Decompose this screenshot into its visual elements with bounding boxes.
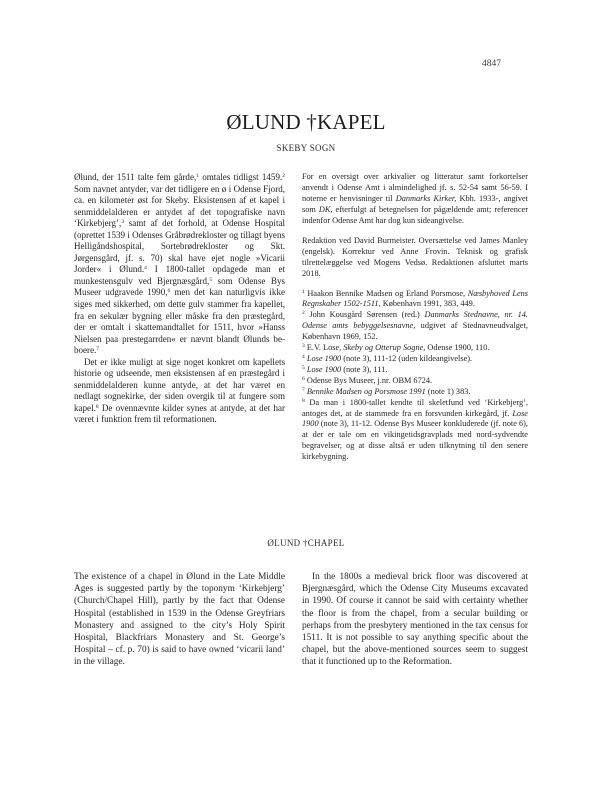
parish-subtitle: SKEBY SOGN bbox=[276, 143, 336, 153]
footnote-number: 5 bbox=[302, 364, 305, 371]
editorial-credits: Redaktion ved David Burmeister. Oversættelse ved James Manley (engelsk). Korrektur ved Anne Frovin. Teknisk og grafisk tilrettelæggelse ved Mogens Vedsø. Redaktionen afsluttet marts 2018. bbox=[302, 235, 528, 278]
footnote-item: $^8$ Da man i 1800-tallet kendte til skeletfund ved ‘Kirkebjerg’, antoges det, at de stammede fra en forsvunden kirkegård, jf. Lose 1900 (note 3), 11-12. Odense Bys Museer konkluderede (jf. note 6), at der er tale om en vikingetidsgravplads med nord-sydvendte begravelser, og at disse altså er uden tilknytning til den senere kirkebygning. bbox=[302, 397, 528, 462]
footnotes-list bbox=[302, 289, 528, 464]
italic-text: Bennike Madsen og Porsmose 1991 bbox=[306, 386, 426, 396]
footnote-number: 4 bbox=[302, 354, 305, 361]
danish-body-column bbox=[74, 172, 285, 426]
footnote-ref: 3 bbox=[121, 219, 125, 226]
footnote-number: 2 bbox=[302, 310, 305, 317]
page-number: 4847 bbox=[482, 59, 501, 69]
footnote-item: $^5$ Lose 1900 (note 3), 111. bbox=[302, 364, 388, 374]
danish-paragraph: Ølund, der 1511 talte fem gårde,$^1$ omtales tidligst 1459.$^2$ Som navnet antyder, var det tidligere en ø i Odense Fjord, ca. en kilometer øst for Skeby. Eksistensen af et kapel i senmiddelalderen er antydet af det topografiske navn ‘Kirkebjerg’,$^3$ samt af det forhold, at Odense Hospital (oprettet 1539 i Odenses Gråbrødrekloster og tillagt byens Helligåndshospital, Sortebrødrekloster og Skt. Jørgensgård, jf. s. 70) skal have ejet nogle »Vicarii Jorder« i Ølund.$^4$ I 1800-tallet opdagede man et munkestensgulv ved Bjergnæsgård,$^5$ som Odense Bys Museer udgravede 1990,$^6$ men det kan naturligvis ikke siges med sikkerhed, om dette gulv stammer fra kapellet, fra en sekulær bygning eller måske fra den præstegård, der er omtalt i skattemandtallet for 1511, hvor »Hanss Nielsen paa prestegarrden« er nævnt blandt Ølunds beboere.$^7$ bbox=[74, 172, 285, 356]
footnote-item: $^6$ Odense Bys Museer, j.nr. OBM 6724. bbox=[302, 375, 433, 385]
editorial-column bbox=[302, 172, 528, 463]
english-section-title: ØLUND †CHAPEL bbox=[267, 538, 345, 548]
danish-paragraph: Det er ikke muligt at sige noget konkret om kapellets historie og udseende, men eksistensen af en præstegård i senmiddelalderen kunne antyde, at det har været en nedlagt sognekirke, der siden overgik til at fungere som kapel.$^8$ De ovennævnte kilder synes at antyde, at det har været i funktion frem til reformationen. bbox=[74, 356, 285, 425]
italic-text: Danmarks Stednavne, nr. 14. Odense amts bebyggelsesnavne, bbox=[302, 310, 528, 331]
footnote-item: $^1$ Haakon Bennike Madsen og Erland Porsmose, Næsbyhoved Lens Regnskaber 1502-1511, København 1991, 383, 449. bbox=[302, 288, 529, 309]
english-paragraph: In the 1800s a medieval brick floor was discovered at Bjergnæsgård, which the Odense City Museums excavated in 1990. Of course it cannot be said with certainty whether the floor is from the chapel, from a secular building or perhaps from the presbytery mentioned in the tax census for 1511. It is not possible to say anything specific about the chapel, but the above-mentioned sources seem to suggest that it functioned up to the Reformation. bbox=[302, 572, 528, 668]
footnote-item: $^3$ E.V. Lose, Skeby og Otterup Sogne, Odense 1900, 110. bbox=[302, 343, 490, 353]
footnote-ref: 4 bbox=[144, 265, 147, 272]
footnote-item: $^7$ Bennike Madsen og Porsmose 1991 (note 1) 383. bbox=[302, 386, 471, 396]
italic-text: Lose 1900 bbox=[306, 354, 342, 364]
italic-text: Danmarks Kirker, bbox=[395, 193, 457, 203]
footnote-ref: 6 bbox=[167, 288, 171, 295]
footnote-ref: 1 bbox=[196, 173, 199, 179]
footnote-number: 6 bbox=[302, 375, 305, 382]
footnote-item: $^2$ John Kousgård Sørensen (red.) Danmarks Stednavne, nr. 14. Odense amts bebyggelsesnavne, udgivet af Stednavneudvalget, København 1969, 152. bbox=[302, 310, 528, 342]
footnote-ref: 2 bbox=[282, 173, 285, 179]
page-title: ØLUND †KAPEL bbox=[226, 110, 386, 134]
footnote-number: 1 bbox=[302, 288, 305, 295]
footnote-number: 7 bbox=[302, 386, 305, 393]
footnote-number: 8 bbox=[302, 397, 305, 404]
english-body-right bbox=[302, 571, 528, 669]
italic-text: DK, bbox=[318, 204, 333, 214]
english-body-left bbox=[74, 571, 285, 669]
english-paragraph: The existence of a chapel in Ølund in the Late Middle Ages is suggested partly by the toponym ‘Kirkebjerg’ (Church/Chapel Hill), partly by the fact that Odense Hospital (established in 1539 in the Odense Greyfriars Monastery and assigned to the city’s Holy Spirit Hospital, Blackfriars Monastery and St. George’s Hospital – cf. p. 70) is said to have owned ‘vicarii land’ in the village. bbox=[74, 572, 285, 668]
italic-text: Lose 1900 bbox=[302, 408, 528, 429]
footnote-number: 3 bbox=[302, 343, 305, 350]
italic-text: Skeby og Otterup Sogne, bbox=[343, 343, 426, 353]
italic-text: Næsbyhoved Lens Regnskaber 1502-1511, bbox=[302, 288, 529, 309]
italic-text: Lose 1900 bbox=[306, 364, 342, 374]
footnote-ref: 5 bbox=[209, 276, 213, 283]
footnote-ref: 7 bbox=[96, 346, 100, 353]
footnote-item: $^4$ Lose 1900 (note 3), 111-12 (uden kildeangivelse). bbox=[302, 354, 473, 364]
footnote-ref: 8 bbox=[95, 403, 99, 410]
editorial-overview: For en oversigt over arkivalier og litteratur samt forkortelser anvendt i Odense Amt i almindelighed jf. s. 52-54 samt 56-59. I noterne er henvisninger til Danmarks Kirker, Kbh. 1933-, angivet som DK, efterfulgt af betegnelsen for pågældende amt; referencer indenfor Odense Amt har dog kun sideangivelse. bbox=[302, 172, 528, 225]
